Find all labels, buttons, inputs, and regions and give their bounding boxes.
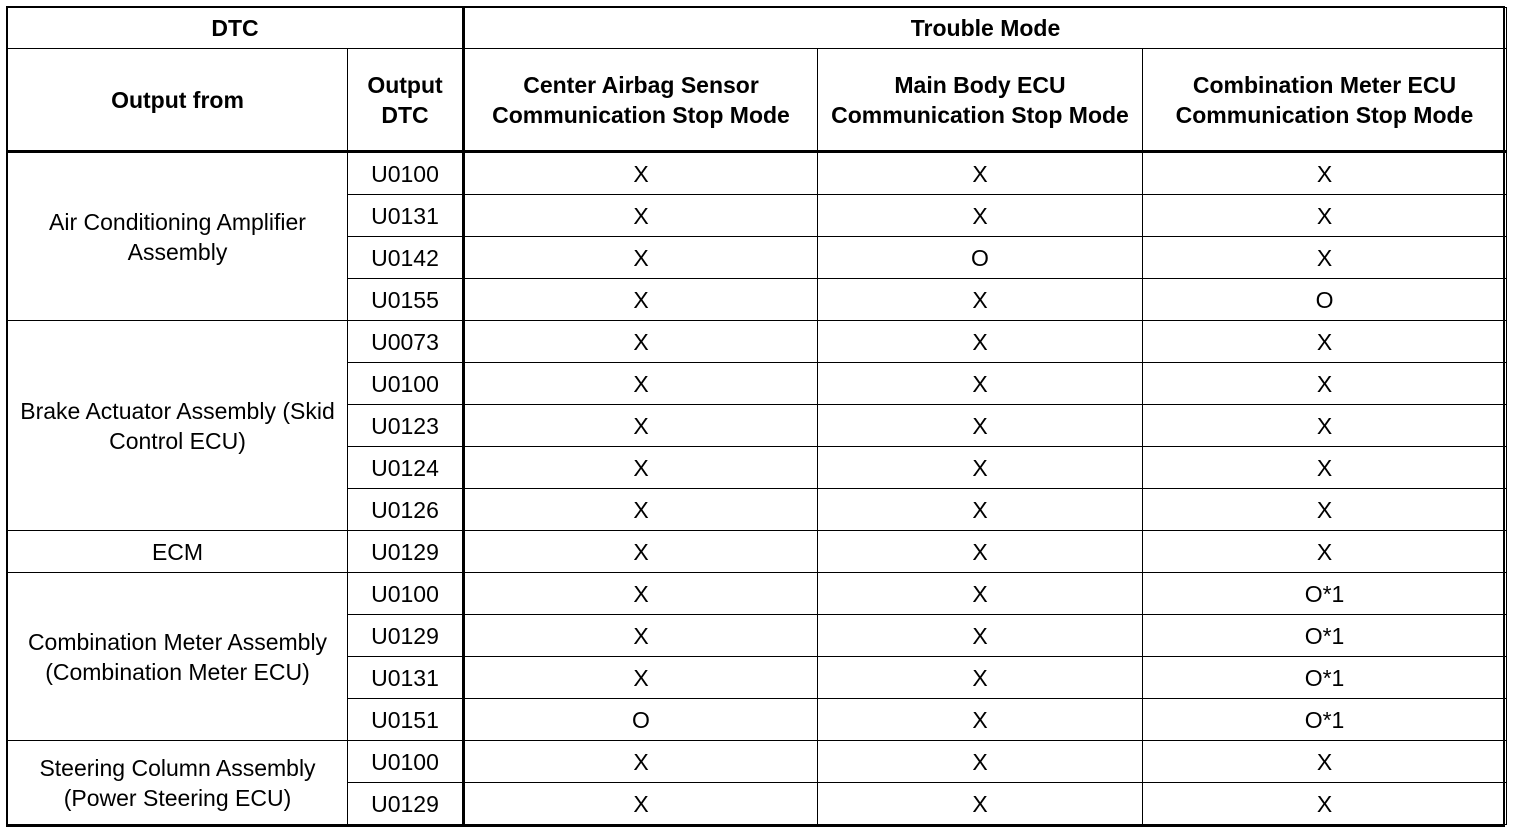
output-from-cell: Air Conditioning Amplifier Assembly xyxy=(8,152,348,321)
combination-meter-mode-cell: O*1 xyxy=(1143,615,1507,657)
output-dtc-cell: U0142 xyxy=(348,237,464,279)
main-body-mode-cell: X xyxy=(818,489,1143,531)
output-dtc-cell: U0151 xyxy=(348,699,464,741)
center-airbag-mode-cell: X xyxy=(464,531,818,573)
center-airbag-mode-cell: X xyxy=(464,615,818,657)
combination-meter-mode-cell: X xyxy=(1143,447,1507,489)
main-body-mode-cell: X xyxy=(818,783,1143,825)
main-body-mode-cell: X xyxy=(818,152,1143,195)
combination-meter-mode-cell: X xyxy=(1143,531,1507,573)
main-body-mode-cell: X xyxy=(818,615,1143,657)
center-airbag-mode-cell: X xyxy=(464,657,818,699)
output-dtc-cell: U0131 xyxy=(348,657,464,699)
header-group-row xyxy=(8,8,1507,49)
dtc-group-header: DTC xyxy=(8,8,464,49)
center-airbag-mode-cell: O xyxy=(464,699,818,741)
combination-meter-mode-cell: X xyxy=(1143,152,1507,195)
output-dtc-cell: U0073 xyxy=(348,321,464,363)
output-from-cell: Combination Meter Assembly (Combination Meter ECU) xyxy=(8,573,348,741)
trouble-mode-group-header: Trouble Mode xyxy=(464,8,1507,49)
output-dtc-cell: U0100 xyxy=(348,741,464,783)
combination-meter-mode-cell: X xyxy=(1143,195,1507,237)
center-airbag-mode-cell: X xyxy=(464,405,818,447)
center-airbag-mode-cell: X xyxy=(464,363,818,405)
table-row xyxy=(8,741,1507,783)
output-dtc-cell: U0100 xyxy=(348,363,464,405)
main-body-mode-cell: X xyxy=(818,363,1143,405)
output-dtc-cell: U0155 xyxy=(348,279,464,321)
center-airbag-mode-cell: X xyxy=(464,783,818,825)
output-dtc-header: Output DTC xyxy=(348,49,464,152)
combination-meter-mode-cell: X xyxy=(1143,783,1507,825)
combination-meter-mode-cell: O*1 xyxy=(1143,699,1507,741)
output-from-cell: ECM xyxy=(8,531,348,573)
table-header xyxy=(8,8,1507,152)
main-body-mode-cell: X xyxy=(818,447,1143,489)
combination-meter-mode-cell: O*1 xyxy=(1143,573,1507,615)
dtc-trouble-mode-table xyxy=(7,7,1507,825)
output-dtc-cell: U0126 xyxy=(348,489,464,531)
table-body xyxy=(8,152,1507,825)
table-row xyxy=(8,321,1507,363)
combination-meter-mode-header: Combination Meter ECU Communication Stop Mode xyxy=(1143,49,1507,152)
main-body-mode-cell: X xyxy=(818,405,1143,447)
main-body-mode-cell: X xyxy=(818,195,1143,237)
output-from-cell: Steering Column Assembly (Power Steering ECU) xyxy=(8,741,348,825)
main-body-mode-cell: X xyxy=(818,741,1143,783)
center-airbag-mode-cell: X xyxy=(464,741,818,783)
combination-meter-mode-cell: O xyxy=(1143,279,1507,321)
main-body-mode-cell: X xyxy=(818,699,1143,741)
combination-meter-mode-cell: X xyxy=(1143,741,1507,783)
output-dtc-cell: U0124 xyxy=(348,447,464,489)
center-airbag-mode-cell: X xyxy=(464,447,818,489)
output-dtc-cell: U0129 xyxy=(348,615,464,657)
output-dtc-cell: U0123 xyxy=(348,405,464,447)
center-airbag-mode-header: Center Airbag Sensor Communication Stop Mode xyxy=(464,49,818,152)
main-body-mode-header: Main Body ECU Communication Stop Mode xyxy=(818,49,1143,152)
output-dtc-cell: U0100 xyxy=(348,152,464,195)
center-airbag-mode-cell: X xyxy=(464,321,818,363)
center-airbag-mode-cell: X xyxy=(464,195,818,237)
output-dtc-cell: U0100 xyxy=(348,573,464,615)
center-airbag-mode-cell: X xyxy=(464,489,818,531)
table-row xyxy=(8,531,1507,573)
output-from-cell: Brake Actuator Assembly (Skid Control ECU) xyxy=(8,321,348,531)
center-airbag-mode-cell: X xyxy=(464,152,818,195)
center-airbag-mode-cell: X xyxy=(464,237,818,279)
center-airbag-mode-cell: X xyxy=(464,279,818,321)
main-body-mode-cell: X xyxy=(818,657,1143,699)
output-from-header: Output from xyxy=(8,49,348,152)
combination-meter-mode-cell: X xyxy=(1143,321,1507,363)
combination-meter-mode-cell: O*1 xyxy=(1143,657,1507,699)
output-dtc-cell: U0131 xyxy=(348,195,464,237)
main-body-mode-cell: X xyxy=(818,531,1143,573)
combination-meter-mode-cell: X xyxy=(1143,489,1507,531)
table-row xyxy=(8,152,1507,195)
combination-meter-mode-cell: X xyxy=(1143,405,1507,447)
main-body-mode-cell: X xyxy=(818,279,1143,321)
main-body-mode-cell: O xyxy=(818,237,1143,279)
center-airbag-mode-cell: X xyxy=(464,573,818,615)
header-sub-row xyxy=(8,49,1507,152)
main-body-mode-cell: X xyxy=(818,321,1143,363)
combination-meter-mode-cell: X xyxy=(1143,363,1507,405)
table-row xyxy=(8,573,1507,615)
combination-meter-mode-cell: X xyxy=(1143,237,1507,279)
main-body-mode-cell: X xyxy=(818,573,1143,615)
output-dtc-cell: U0129 xyxy=(348,783,464,825)
output-dtc-cell: U0129 xyxy=(348,531,464,573)
